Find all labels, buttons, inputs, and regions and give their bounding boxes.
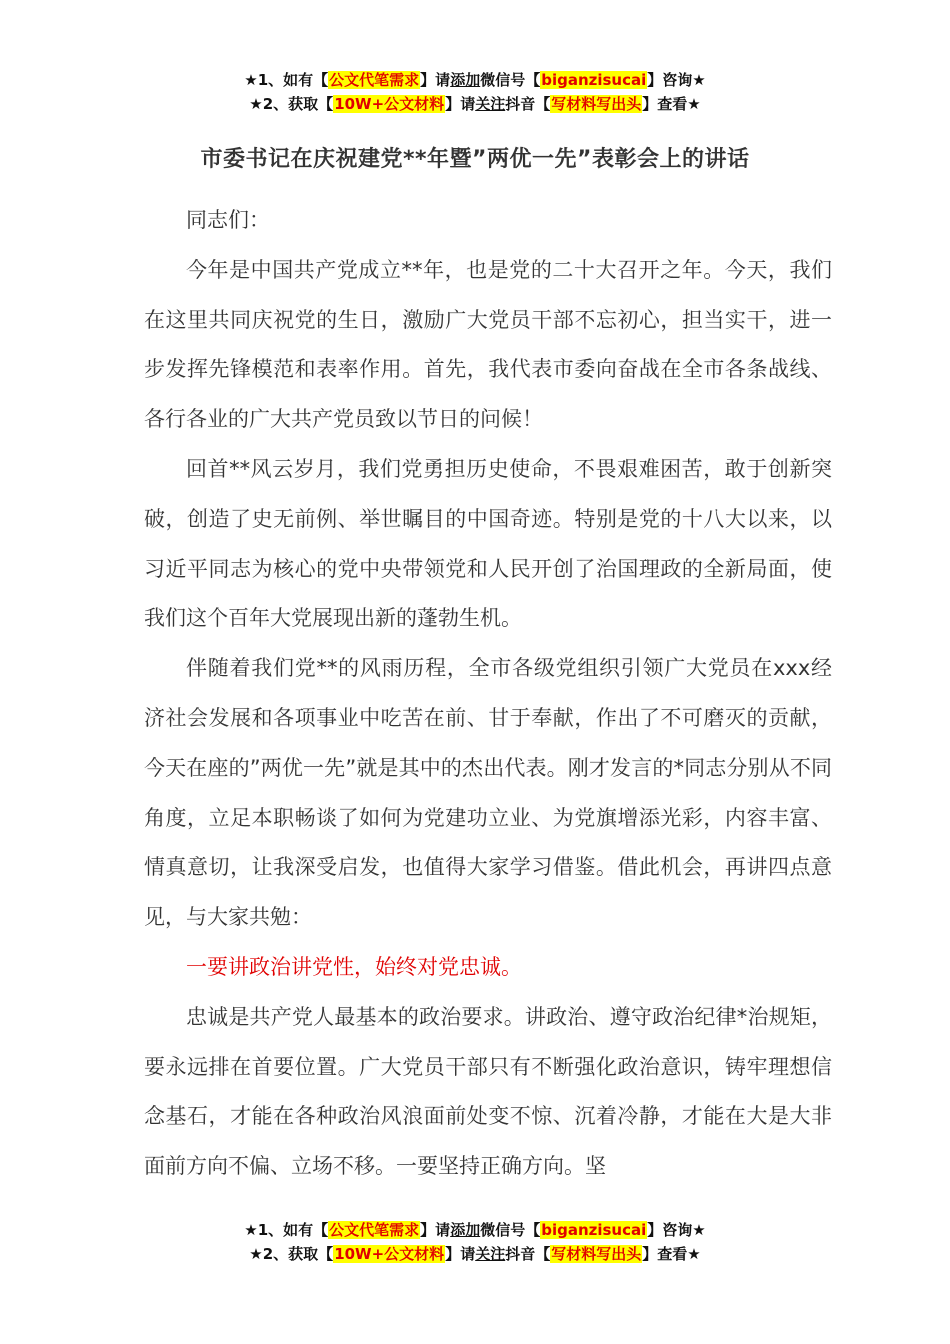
- banner-text: 微信号【: [480, 1221, 541, 1239]
- banner-highlight: 公文代笔需求: [329, 71, 420, 89]
- banner-text: ★1、如有【: [244, 1221, 329, 1239]
- paragraph: 伴随着我们党**的风雨历程，全市各级党组织引领广大党员在xxx经济社会发展和各项事业中吃苦在前、甘于奉献，作出了不可磨灭的贡献，今天在座的”两优一先”就是其中的杰出代表。刚才发言的*同志分别从不同角度，立足本职畅谈了如何为党建功立业、为党旗增添光彩，内容丰富、情真意切，让我深受启发，也值得大家学习借鉴。借此机会，再讲四点意见，与大家共勉：: [144, 656, 832, 930]
- banner-highlight: 写材料写出头: [551, 1245, 642, 1263]
- banner-highlight: 10W+公文材料: [334, 1245, 445, 1263]
- banner-highlight: 公文代笔需求: [329, 1221, 420, 1239]
- document-title: 市委书记在庆祝建党**年暨”两优一先”表彰会上的讲话: [200, 147, 750, 172]
- banner-text: ★1、如有【: [244, 71, 329, 89]
- banner-underline: 添加: [450, 71, 481, 89]
- banner-text: 】请: [445, 95, 476, 113]
- paragraph: 今年是中国共产党成立**年，也是党的二十大召开之年。今天，我们在这里共同庆祝党的生日，激励广大党员干部不忘初心，担当实干，进一步发挥先锋模范和表率作用。首先，我代表市委向奋战在全市各条战线、各行各业的广大共产党员致以节日的问候！: [144, 257, 832, 432]
- banner-text: 】咨询★: [647, 71, 706, 89]
- header-banner: [0, 68, 950, 116]
- banner-underline: 添加: [450, 1221, 481, 1239]
- banner-line-2: [0, 92, 950, 116]
- banner-text: 】请: [420, 71, 451, 89]
- banner-highlight: 10W+公文材料: [334, 95, 445, 113]
- salutation: 同志们：: [186, 208, 270, 232]
- banner-text: 】请: [420, 1221, 451, 1239]
- document-body: [144, 196, 832, 1192]
- banner-text: 】请: [445, 1245, 476, 1263]
- section-heading: 一要讲政治讲党性，始终对党忠诚。: [186, 954, 522, 979]
- paragraph: 忠诚是共产党人最基本的政治要求。讲政治、遵守政治纪律*治规矩，要永远排在首要位置。广大党员干部只有不断强化政治意识，铸牢理想信念基石，才能在各种政治风浪面前处变不惊、沉着冷静，才能在大是大非面前方向不偏、立场不移。一要坚持正确方向。坚: [144, 1004, 832, 1179]
- banner-underline: 关注: [475, 95, 506, 113]
- banner-highlight: biganzisucai: [541, 1221, 647, 1239]
- banner-text: 】咨询★: [647, 1221, 706, 1239]
- banner-underline: 关注: [475, 1245, 506, 1263]
- paragraph: 回首**风云岁月，我们党勇担历史使命，不畏艰难困苦，敢于创新突破，创造了史无前例、举世瞩目的中国奇迹。特别是党的十八大以来，以习近平同志为核心的党中央带领党和人民开创了治国理政的全新局面，使我们这个百年大党展现出新的蓬勃生机。: [144, 456, 832, 631]
- banner-text: 抖音【: [505, 95, 551, 113]
- banner-highlight: biganzisucai: [541, 71, 647, 89]
- banner-line-1: [0, 1218, 950, 1242]
- banner-text: 】查看★: [642, 95, 701, 113]
- banner-text: ★2、获取【: [249, 1245, 334, 1263]
- footer-banner: [0, 1218, 950, 1266]
- banner-text: 抖音【: [505, 1245, 551, 1263]
- banner-text: ★2、获取【: [249, 95, 334, 113]
- banner-highlight: 写材料写出头: [551, 95, 642, 113]
- banner-text: 】查看★: [642, 1245, 701, 1263]
- banner-text: 微信号【: [480, 71, 541, 89]
- banner-line-1: [0, 68, 950, 92]
- banner-line-2: [0, 1242, 950, 1266]
